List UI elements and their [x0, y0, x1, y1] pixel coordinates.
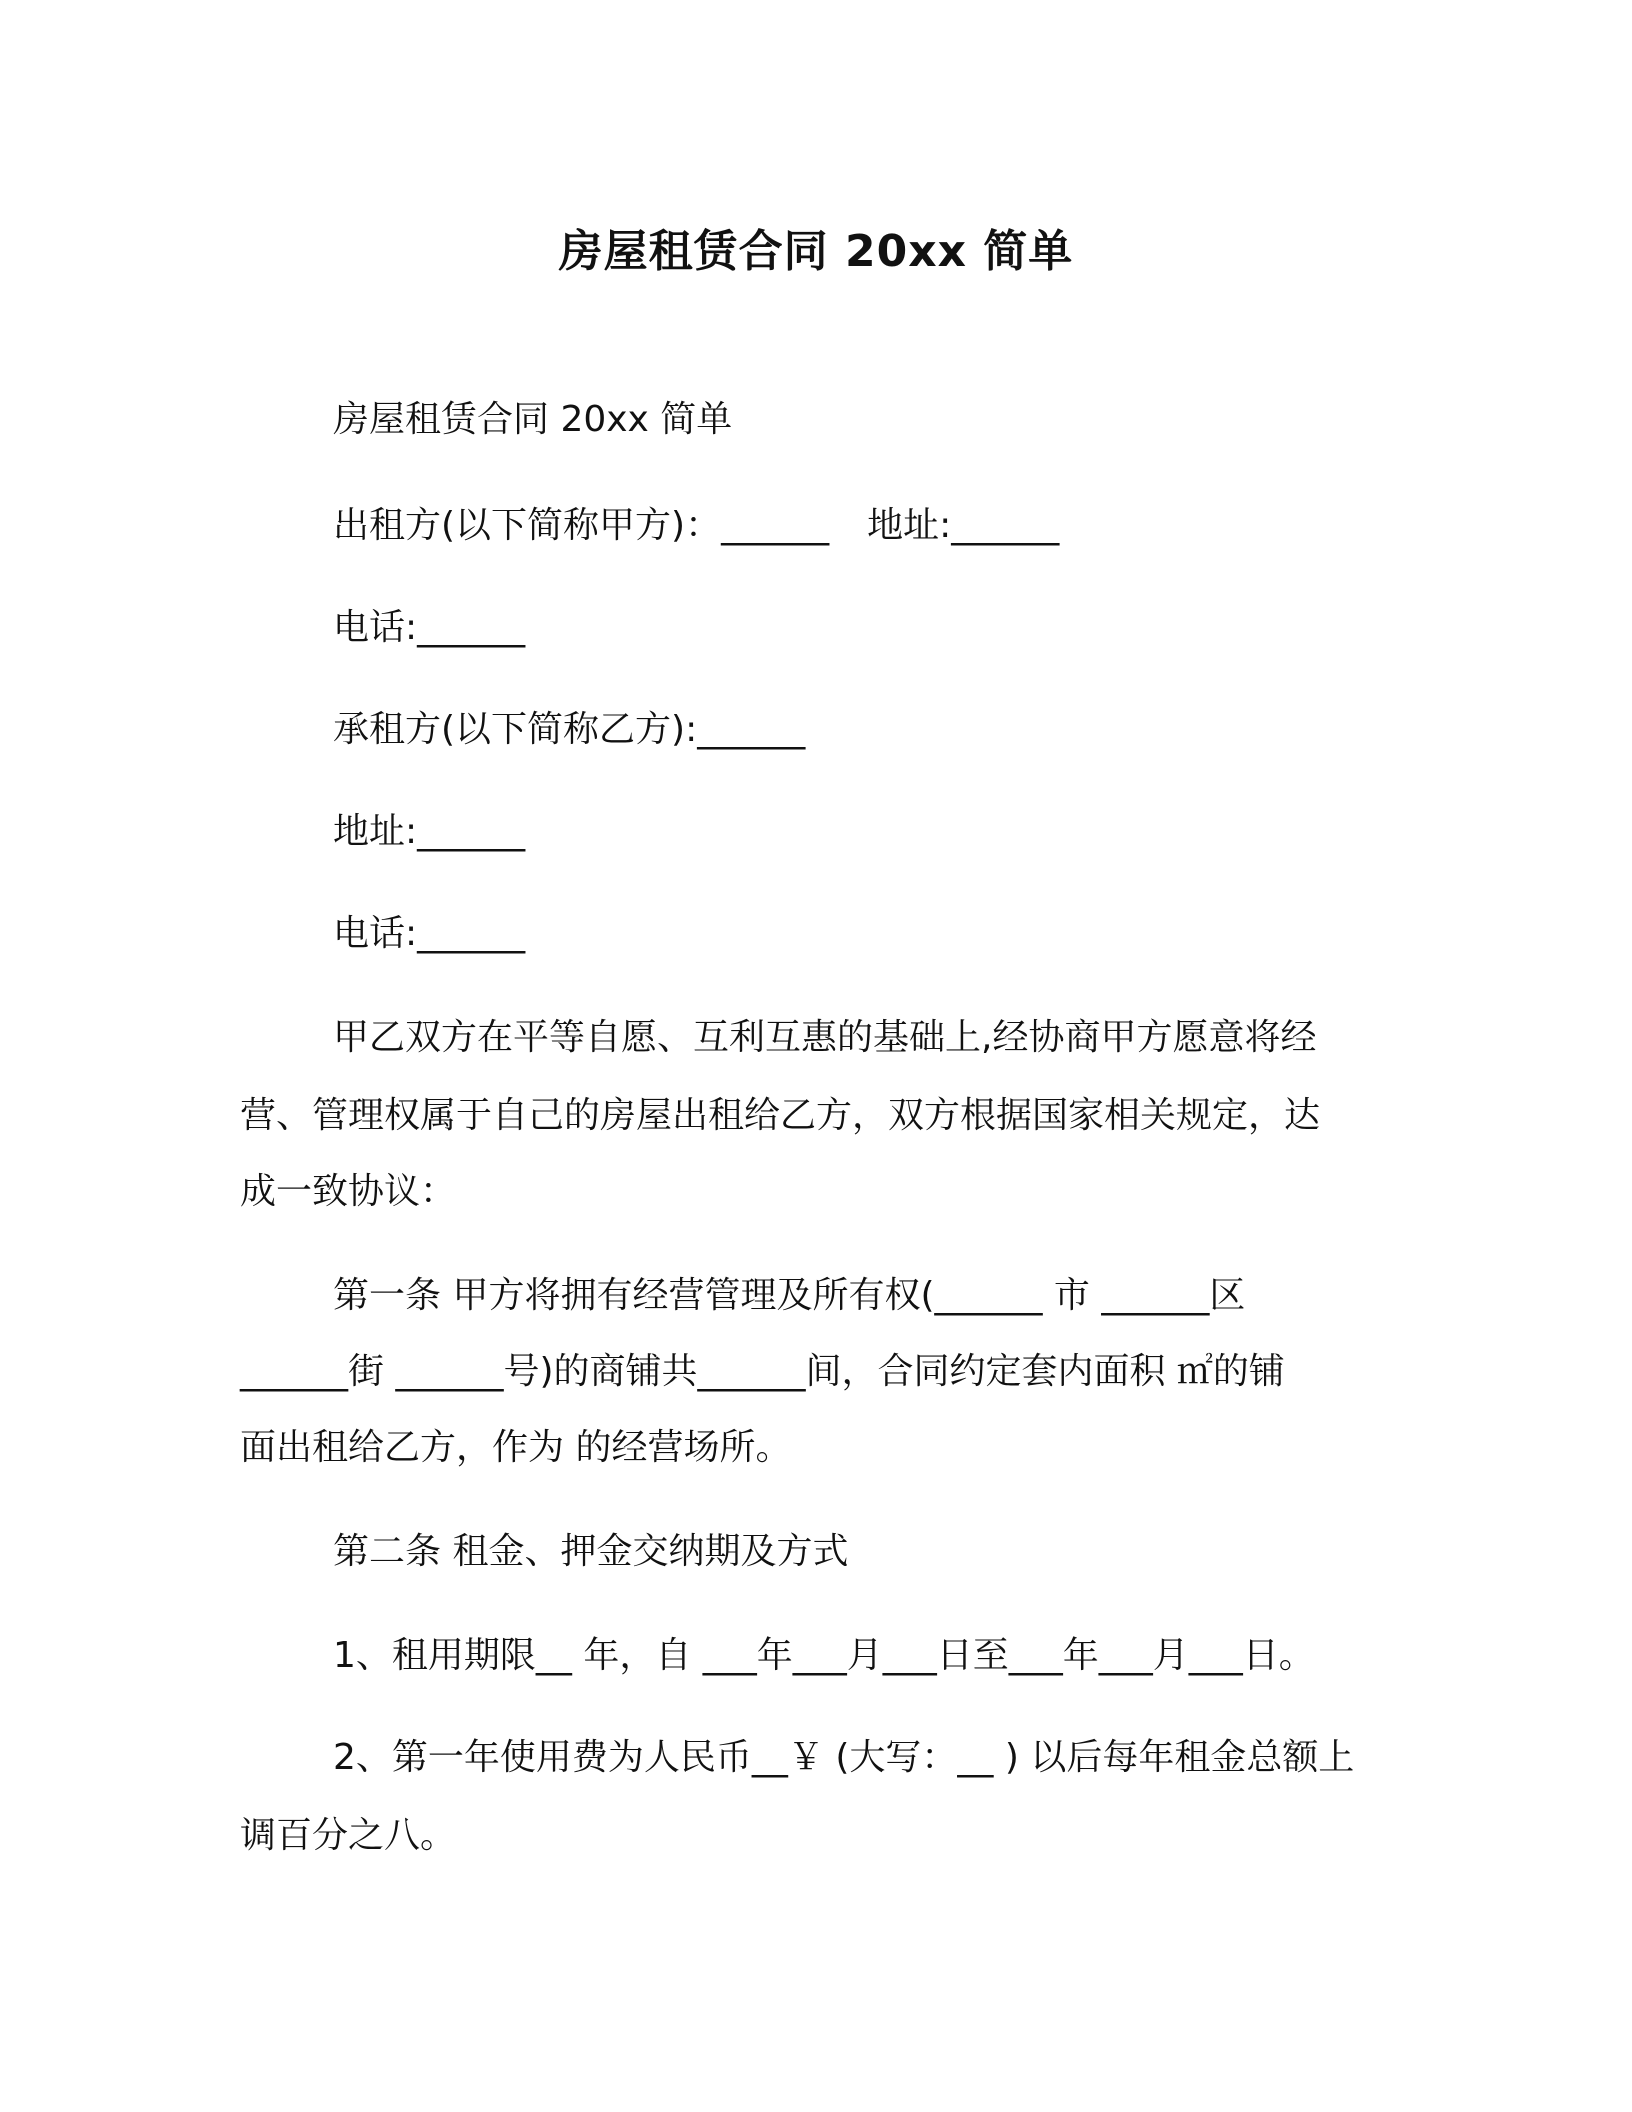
preamble-line-2: 营、管理权属于自己的房屋出租给乙方，双方根据国家相关规定，达 [240, 1095, 1321, 1136]
lessor-line [333, 502, 1059, 550]
preamble-line-1: 甲乙双方在平等自愿、互利互惠的基础上,经协商甲方愿意将经 [333, 1017, 1317, 1058]
article2-item-1: 1、租用期限__ 年，自 ___年___月___日至___年___月___日。 [333, 1635, 1315, 1676]
article1-line-2: ______街 ______号)的商铺共______间，合同约定套内面积 ㎡的铺 [240, 1351, 1285, 1392]
article2-heading: 第二条 租金、押金交纳期及方式 [333, 1531, 849, 1572]
lessee-label: 承租方(以下简称乙方):______ [333, 709, 806, 750]
lessee-address: 地址:______ [333, 811, 526, 852]
lessor-label: 出租方(以下简称甲方)：______ [333, 505, 830, 546]
article1-line-1: 第一条 甲方将拥有经营管理及所有权(______ 市 ______区 [333, 1275, 1246, 1316]
lessee-phone: 电话:______ [333, 913, 526, 954]
lessor-address: 地址:______ [867, 505, 1060, 546]
lessor-phone: 电话:______ [333, 607, 526, 648]
document-subtitle: 房屋租赁合同 20xx 简单 [333, 399, 733, 440]
preamble-line-3: 成一致协议： [240, 1171, 457, 1212]
article2-item-2-line-2: 调百分之八。 [240, 1815, 457, 1856]
document-title: 房屋租赁合同 20xx 简单 [558, 226, 1074, 277]
article1-line-3: 面出租给乙方，作为 的经营场所。 [240, 1427, 792, 1468]
article2-item-2-line-1: 2、第一年使用费为人民币__￥ (大写：__ ) 以后每年租金总额上 [333, 1737, 1355, 1778]
